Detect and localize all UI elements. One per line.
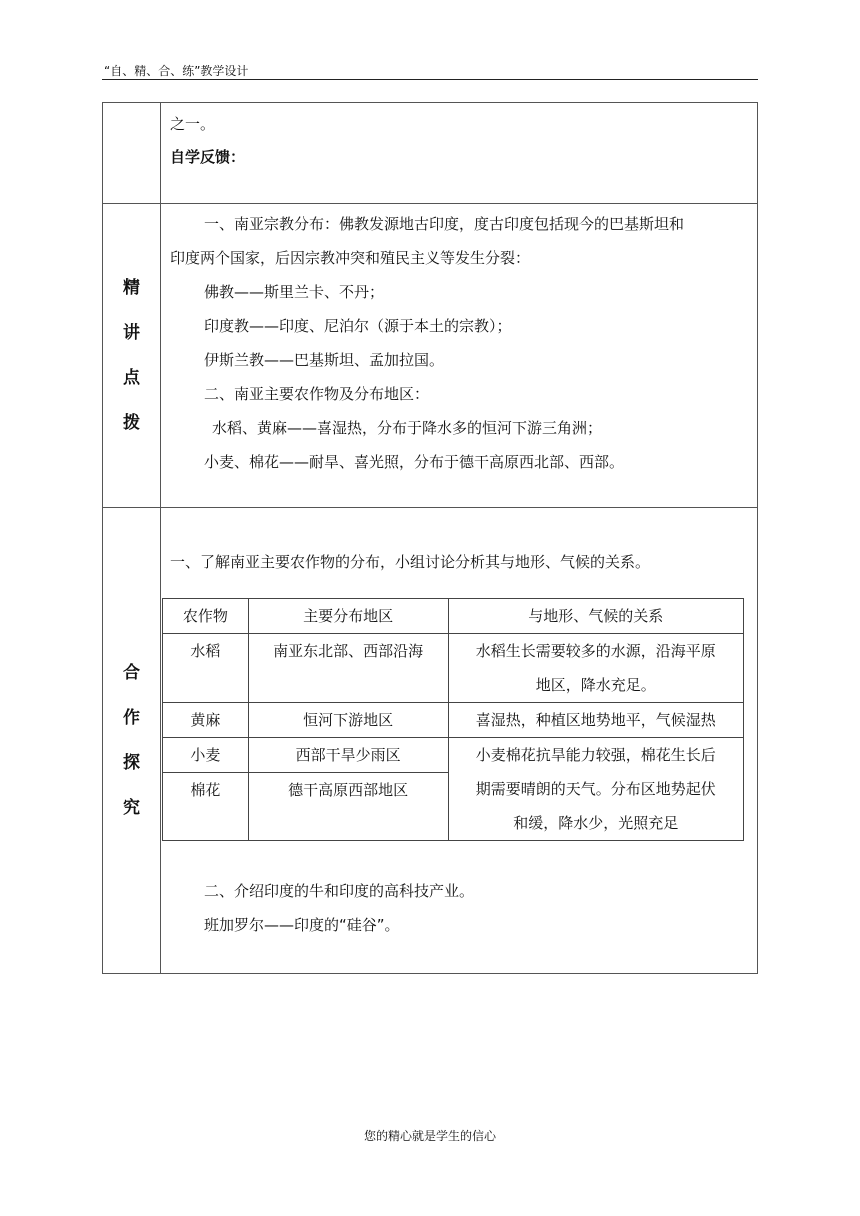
table-row: [163, 738, 744, 773]
footer-text: 您的精心就是学生的信心: [363, 1129, 496, 1143]
crop-cell: 水稻: [163, 634, 249, 703]
text-line: 佛教——斯里兰卡、不丹；: [204, 283, 385, 301]
row-cooperation: [103, 507, 757, 973]
row-label-cooperation: [103, 508, 161, 973]
text-line: 印度两个国家，后因宗教冲突和殖民主义等发生分裂：: [170, 249, 531, 267]
crop-cell: 黄麻: [163, 703, 249, 738]
text-line: 伊斯兰教——巴基斯坦、孟加拉国。: [204, 351, 445, 369]
table-row: [163, 634, 744, 703]
text-line: 之一。: [170, 115, 216, 133]
explanation-content: [161, 204, 757, 507]
table-header: 与地形、气候的关系: [448, 599, 743, 634]
text-line: 水稻、黄麻——喜湿热，分布于降水多的恒河下游三角洲；: [212, 419, 603, 437]
relation-line: 喜湿热，种植区地势地平，气候湿热: [475, 711, 716, 729]
relation-line: 地区，降水充足。: [535, 676, 656, 694]
relation-line: 水稻生长需要较多的水源，沿海平原: [475, 642, 716, 660]
relation-line: 期需要晴朗的天气。分布区地势起伏: [475, 780, 716, 798]
table-header-row: [163, 599, 744, 634]
crop-cell: 小麦: [163, 738, 249, 773]
relation-cell: [448, 634, 743, 703]
relation-cell-merged: [448, 738, 743, 841]
region-cell: 德干高原西部地区: [248, 773, 448, 841]
table-header: 主要分布地区: [248, 599, 448, 634]
relation-line: 和缓，降水少，光照充足: [513, 814, 679, 832]
header-rule: [102, 79, 758, 80]
label-char: 探: [123, 752, 140, 773]
label-char: 究: [123, 797, 140, 818]
text-line: 二、南亚主要农作物及分布地区：: [204, 385, 430, 403]
table-row: [163, 703, 744, 738]
label-char: 合: [123, 662, 140, 683]
text-line: 印度教——印度、尼泊尔（源于本土的宗教）；: [204, 317, 512, 335]
row-label-empty: [103, 103, 161, 203]
label-char: 点: [123, 367, 140, 388]
header-title: “自、精、合、练”教学设计: [104, 64, 249, 78]
cooperation-content: [161, 508, 757, 973]
table-header: 农作物: [163, 599, 249, 634]
row-label-explanation: [103, 204, 161, 507]
text-line: 二、介绍印度的牛和印度的高科技产业。: [204, 882, 475, 900]
relation-cell: [448, 703, 743, 738]
text-line: 一、南亚宗教分布：佛教发源地古印度，度古印度包括现今的巴基斯坦和: [204, 215, 685, 233]
region-cell: 恒河下游地区: [248, 703, 448, 738]
region-cell: 南亚东北部、西部沿海: [248, 634, 448, 703]
label-char: 拨: [123, 412, 140, 433]
crop-table: [162, 598, 744, 841]
lesson-table: [102, 102, 758, 974]
relation-line: 小麦棉花抗旱能力较强，棉花生长后: [475, 746, 716, 764]
label-char: 作: [123, 707, 140, 728]
row-explanation: [103, 203, 757, 507]
crop-cell: 棉花: [163, 773, 249, 841]
label-char: 精: [123, 277, 140, 298]
label-char: 讲: [123, 322, 140, 343]
self-feedback-heading: 自学反馈：: [170, 148, 246, 166]
text-line: 小麦、棉花——耐旱、喜光照，分布于德干高原西北部、西部。: [204, 453, 625, 471]
self-study-content: [161, 103, 757, 203]
text-line: 班加罗尔——印度的“硅谷”。: [204, 916, 400, 934]
text-line: 一、了解南亚主要农作物的分布，小组讨论分析其与地形、气候的关系。: [170, 553, 651, 571]
region-cell: 西部干旱少雨区: [248, 738, 448, 773]
row-self-study: [103, 103, 757, 203]
